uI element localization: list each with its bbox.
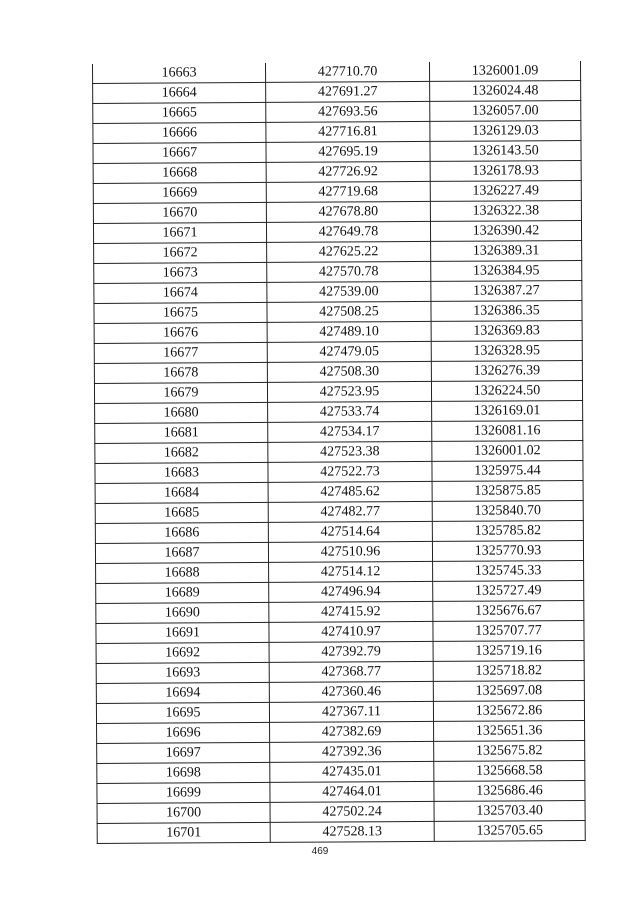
point-id-cell: 16696 [97, 722, 270, 743]
point-id-cell: 16695 [96, 702, 269, 723]
x-coordinate-cell: 427695.19 [266, 141, 430, 162]
x-coordinate-cell: 427410.97 [269, 621, 433, 642]
point-id-cell: 16663 [92, 63, 265, 84]
x-coordinate-cell: 427523.95 [267, 381, 431, 402]
table-row [93, 201, 581, 224]
table-row [94, 301, 582, 324]
x-coordinate-cell: 427368.77 [269, 661, 433, 682]
x-coordinate-cell: 427479.05 [267, 341, 431, 362]
point-id-cell: 16693 [96, 662, 269, 683]
point-id-cell: 16664 [93, 82, 266, 103]
x-coordinate-cell: 427678.80 [266, 201, 430, 222]
x-coordinate-cell: 427392.79 [269, 641, 433, 662]
point-id-cell: 16672 [94, 242, 267, 263]
x-coordinate-cell: 427485.62 [268, 481, 432, 502]
point-id-cell: 16692 [96, 642, 269, 663]
table-body [92, 61, 585, 843]
y-coordinate-cell: 1326024.48 [430, 81, 581, 102]
point-id-cell: 16699 [97, 782, 270, 803]
point-id-cell: 16667 [93, 142, 266, 163]
point-id-cell: 16675 [94, 302, 267, 323]
point-id-cell: 16679 [94, 382, 267, 403]
y-coordinate-cell: 1325676.67 [433, 601, 584, 622]
x-coordinate-cell: 427392.36 [270, 741, 434, 762]
point-id-cell: 16677 [94, 342, 267, 363]
point-id-cell: 16680 [95, 402, 268, 423]
point-id-cell: 16694 [96, 682, 269, 703]
y-coordinate-cell: 1325707.77 [433, 621, 584, 642]
y-coordinate-cell: 1326001.09 [429, 61, 580, 81]
x-coordinate-cell: 427649.78 [266, 221, 430, 242]
table-row [94, 281, 582, 304]
table-row [95, 521, 583, 544]
point-id-cell: 16682 [95, 442, 268, 463]
y-coordinate-cell: 1325697.08 [433, 681, 584, 702]
point-id-cell: 16684 [95, 482, 268, 503]
table-row [95, 421, 583, 444]
point-id-cell: 16683 [95, 462, 268, 483]
x-coordinate-cell: 427510.96 [268, 541, 432, 562]
point-id-cell: 16689 [96, 582, 269, 603]
point-id-cell: 16690 [96, 602, 269, 623]
y-coordinate-cell: 1326001.02 [432, 441, 583, 462]
x-coordinate-cell: 427360.46 [269, 681, 433, 702]
point-id-cell: 16681 [95, 422, 268, 443]
y-coordinate-cell: 1325651.36 [434, 721, 585, 742]
x-coordinate-cell: 427464.01 [270, 781, 434, 802]
table-row [92, 61, 580, 83]
table-row [95, 541, 583, 564]
table-row [96, 701, 584, 724]
y-coordinate-cell: 1325703.40 [434, 801, 585, 822]
y-coordinate-cell: 1326322.38 [430, 201, 581, 222]
y-coordinate-cell: 1326129.03 [430, 121, 581, 142]
point-id-cell: 16676 [94, 322, 267, 343]
y-coordinate-cell: 1325840.70 [432, 501, 583, 522]
y-coordinate-cell: 1326389.31 [431, 241, 582, 262]
y-coordinate-cell: 1325719.16 [433, 641, 584, 662]
y-coordinate-cell: 1326369.83 [431, 321, 582, 342]
point-id-cell: 16668 [93, 162, 266, 183]
x-coordinate-cell: 427367.11 [269, 701, 433, 722]
coordinate-table [92, 61, 586, 844]
table-row [93, 81, 581, 104]
y-coordinate-cell: 1325727.49 [433, 581, 584, 602]
table-row [95, 401, 583, 424]
point-id-cell: 16669 [93, 182, 266, 203]
y-coordinate-cell: 1325975.44 [432, 461, 583, 482]
y-coordinate-cell: 1326143.50 [430, 141, 581, 162]
x-coordinate-cell: 427539.00 [267, 281, 431, 302]
x-coordinate-cell: 427528.13 [270, 821, 434, 842]
x-coordinate-cell: 427719.68 [266, 181, 430, 202]
y-coordinate-cell: 1325718.82 [433, 661, 584, 682]
y-coordinate-cell: 1325668.58 [434, 761, 585, 782]
x-coordinate-cell: 427382.69 [270, 721, 434, 742]
x-coordinate-cell: 427508.30 [267, 361, 431, 382]
x-coordinate-cell: 427726.92 [266, 161, 430, 182]
y-coordinate-cell: 1326057.00 [430, 101, 581, 122]
y-coordinate-cell: 1325745.33 [433, 561, 584, 582]
y-coordinate-cell: 1325875.85 [432, 481, 583, 502]
x-coordinate-cell: 427534.17 [268, 421, 432, 442]
point-id-cell: 16673 [94, 262, 267, 283]
point-id-cell: 16685 [95, 502, 268, 523]
x-coordinate-cell: 427570.78 [267, 261, 431, 282]
table-row [97, 801, 585, 824]
page-number: 469 [311, 846, 329, 857]
point-id-cell: 16687 [95, 542, 268, 563]
y-coordinate-cell: 1325770.93 [432, 541, 583, 562]
table-row [97, 721, 585, 744]
table-row [96, 681, 584, 704]
x-coordinate-cell: 427502.24 [270, 801, 434, 822]
y-coordinate-cell: 1325672.86 [433, 701, 584, 722]
table-row [97, 821, 585, 844]
y-coordinate-cell: 1326386.35 [431, 301, 582, 322]
table-row [97, 741, 585, 764]
x-coordinate-cell: 427691.27 [266, 81, 430, 102]
table-row [95, 461, 583, 484]
y-coordinate-cell: 1326384.95 [431, 261, 582, 282]
table-row [96, 621, 584, 644]
point-id-cell: 16671 [93, 222, 266, 243]
x-coordinate-cell: 427482.77 [268, 501, 432, 522]
x-coordinate-cell: 427514.64 [268, 521, 432, 542]
table-row [93, 161, 581, 184]
point-id-cell: 16674 [94, 282, 267, 303]
point-id-cell: 16686 [95, 522, 268, 543]
x-coordinate-cell: 427435.01 [270, 761, 434, 782]
table-row [93, 221, 581, 244]
y-coordinate-cell: 1326227.49 [430, 181, 581, 202]
x-coordinate-cell: 427514.12 [269, 561, 433, 582]
table-row [94, 381, 582, 404]
table-row [96, 641, 584, 664]
table-row [95, 501, 583, 524]
y-coordinate-cell: 1326081.16 [432, 421, 583, 442]
y-coordinate-cell: 1326276.39 [431, 361, 582, 382]
table-row [97, 761, 585, 784]
table-row [96, 561, 584, 584]
table-row [96, 601, 584, 624]
table-row [93, 101, 581, 124]
table-row [94, 241, 582, 264]
point-id-cell: 16666 [93, 122, 266, 143]
x-coordinate-cell: 427710.70 [265, 62, 429, 83]
table-row [94, 321, 582, 344]
y-coordinate-cell: 1326387.27 [431, 281, 582, 302]
point-id-cell: 16688 [96, 562, 269, 583]
point-id-cell: 16678 [94, 362, 267, 383]
table-row [95, 441, 583, 464]
point-id-cell: 16691 [96, 622, 269, 643]
point-id-cell: 16698 [97, 762, 270, 783]
point-id-cell: 16670 [93, 202, 266, 223]
table-row [93, 181, 581, 204]
table-row [94, 361, 582, 384]
x-coordinate-cell: 427522.73 [268, 461, 432, 482]
point-id-cell: 16701 [97, 822, 270, 843]
table-row [93, 141, 581, 164]
x-coordinate-cell: 427489.10 [267, 321, 431, 342]
y-coordinate-cell: 1326224.50 [431, 381, 582, 402]
table-row [93, 121, 581, 144]
y-coordinate-cell: 1325705.65 [434, 821, 585, 842]
coordinate-table-container [92, 61, 585, 844]
x-coordinate-cell: 427716.81 [266, 121, 430, 142]
y-coordinate-cell: 1326169.01 [432, 401, 583, 422]
y-coordinate-cell: 1326328.95 [431, 341, 582, 362]
point-id-cell: 16697 [97, 742, 270, 763]
table-row [94, 341, 582, 364]
y-coordinate-cell: 1325675.82 [434, 741, 585, 762]
point-id-cell: 16700 [97, 802, 270, 823]
table-row [94, 261, 582, 284]
y-coordinate-cell: 1326178.93 [430, 161, 581, 182]
x-coordinate-cell: 427523.38 [268, 441, 432, 462]
x-coordinate-cell: 427533.74 [268, 401, 432, 422]
table-row [97, 781, 585, 804]
table-row [95, 481, 583, 504]
table-row [96, 581, 584, 604]
x-coordinate-cell: 427625.22 [267, 241, 431, 262]
x-coordinate-cell: 427693.56 [266, 101, 430, 122]
y-coordinate-cell: 1326390.42 [430, 221, 581, 242]
x-coordinate-cell: 427415.92 [269, 601, 433, 622]
x-coordinate-cell: 427496.94 [269, 581, 433, 602]
point-id-cell: 16665 [93, 102, 266, 123]
table-row [96, 661, 584, 684]
y-coordinate-cell: 1325686.46 [434, 781, 585, 802]
y-coordinate-cell: 1325785.82 [432, 521, 583, 542]
x-coordinate-cell: 427508.25 [267, 301, 431, 322]
